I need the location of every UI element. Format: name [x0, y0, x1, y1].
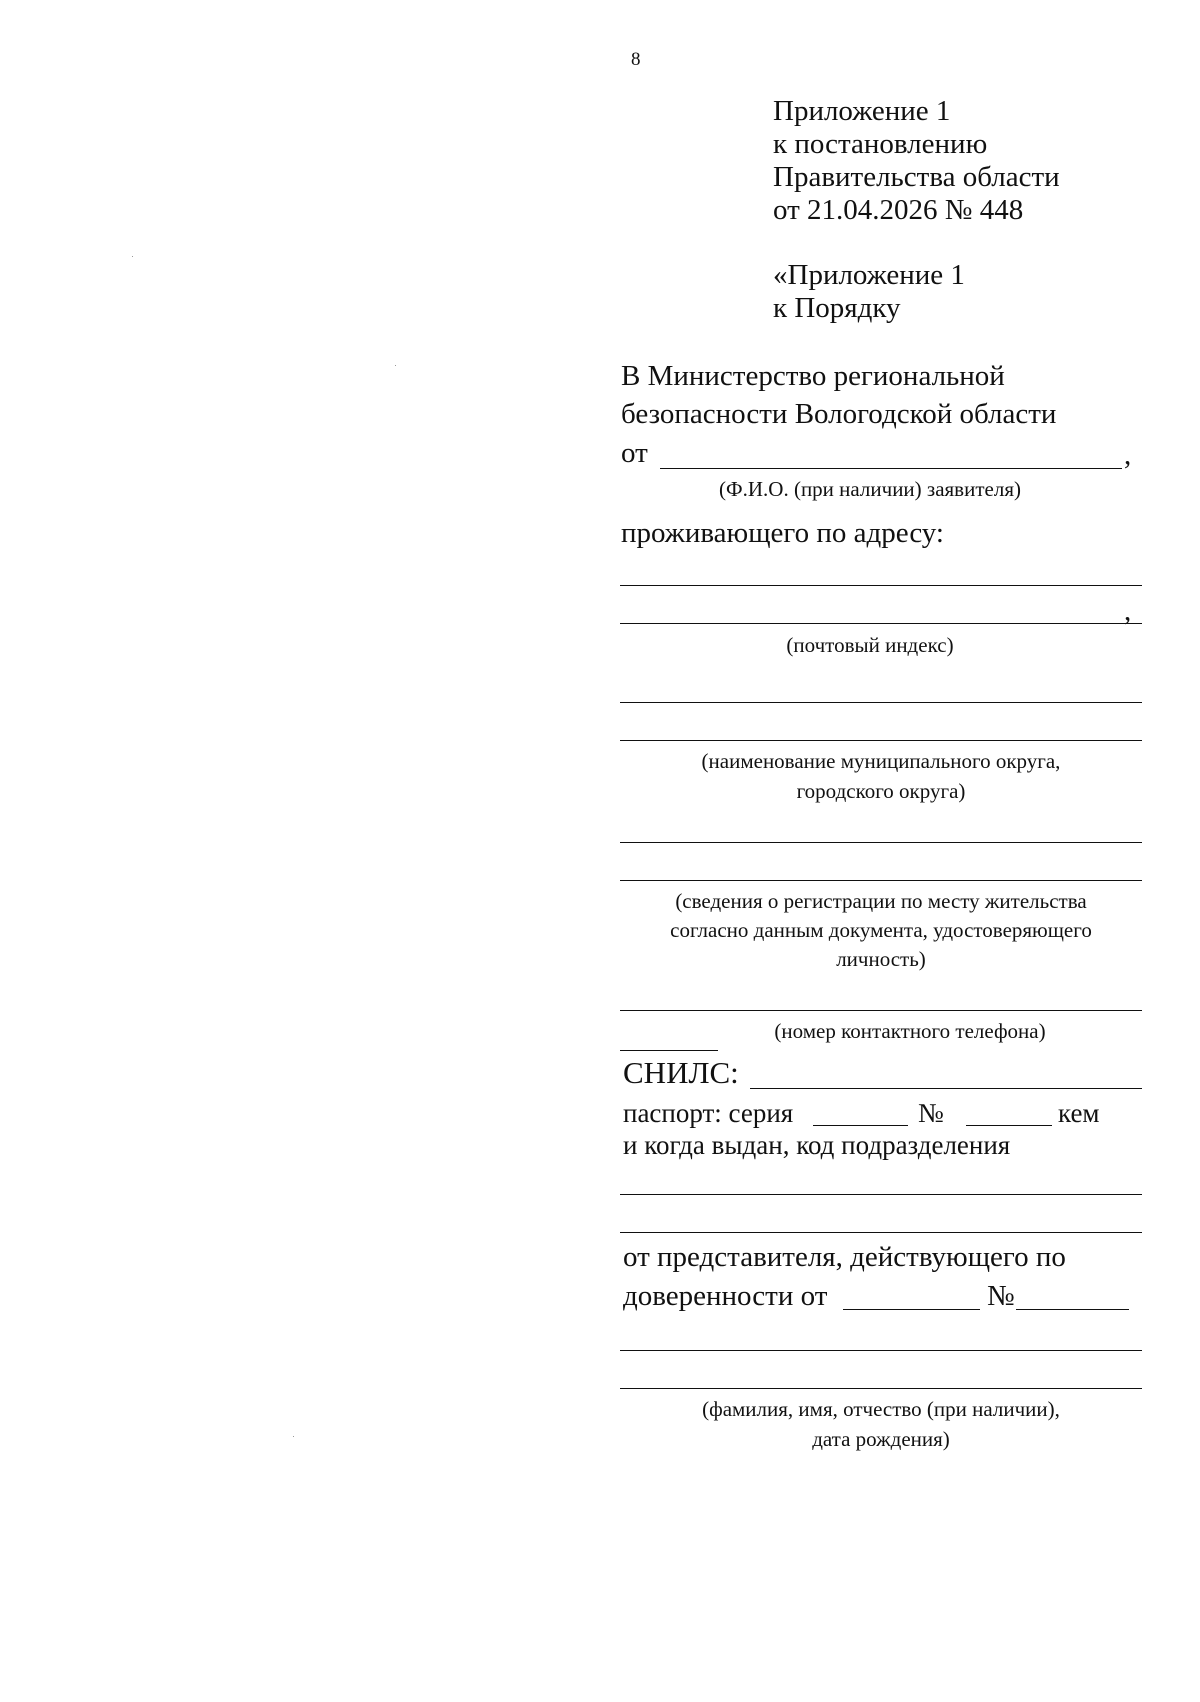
municipality-caption: городского округа) [796, 779, 966, 803]
appendix-line: к постановлению [773, 128, 988, 160]
passport-issued-field-line[interactable] [620, 1194, 1142, 1195]
passport-series-label: паспорт: серия [623, 1098, 794, 1128]
phone-field[interactable] [620, 1010, 1142, 1011]
poa-number-field[interactable] [1016, 1309, 1129, 1310]
residing-label: проживающего по адресу: [621, 517, 944, 549]
municipality-field-line[interactable] [620, 740, 1142, 741]
municipality-field-line[interactable] [620, 702, 1142, 703]
addressee-line: В Министерство региональной [621, 360, 1005, 392]
snils-label: СНИЛС: [623, 1055, 739, 1090]
appendix-line: от 21.04.2026 № 448 [773, 194, 1024, 226]
passport-number-field[interactable] [966, 1125, 1052, 1126]
representative-caption: дата рождения) [812, 1427, 950, 1451]
address-field-line[interactable] [620, 585, 1142, 586]
phone-divider [620, 1050, 718, 1051]
comma: , [1124, 595, 1132, 627]
registration-field-line[interactable] [620, 880, 1142, 881]
snils-field[interactable] [750, 1088, 1142, 1089]
page-number: 8 [631, 49, 641, 70]
appendix-line: Правительства области [773, 161, 1060, 193]
phone-caption: (номер контактного телефона) [774, 1019, 1046, 1043]
passport-number-label: № [918, 1098, 944, 1128]
postal-caption: (почтовый индекс) [786, 633, 954, 657]
from-label: от [621, 437, 648, 469]
passport-series-field[interactable] [813, 1125, 908, 1126]
scan-speck [293, 1436, 294, 1437]
representative-label: от представителя, действующего по [623, 1241, 1066, 1273]
poa-date-field[interactable] [843, 1309, 980, 1310]
postal-index-field[interactable] [620, 623, 1142, 624]
appendix-line: Приложение 1 [773, 95, 951, 127]
registration-caption: согласно данным документа, удостоверяющего [670, 918, 1092, 942]
registration-caption: (сведения о регистрации по месту жительства [675, 889, 1087, 913]
order-appendix-line: «Приложение 1 [773, 259, 965, 291]
order-appendix-line: к Порядку [773, 292, 901, 324]
scan-speck [395, 365, 396, 366]
passport-issued-field-line[interactable] [620, 1232, 1142, 1233]
power-of-attorney-label: доверенности от [623, 1280, 828, 1312]
representative-caption: (фамилия, имя, отчество (при наличии), [702, 1397, 1060, 1421]
scan-speck [132, 256, 133, 257]
fio-caption: (Ф.И.О. (при наличии) заявителя) [719, 477, 1021, 501]
poa-number-label: № [987, 1280, 1015, 1312]
applicant-name-field[interactable] [660, 468, 1122, 469]
registration-field-line[interactable] [620, 842, 1142, 843]
addressee-line: безопасности Вологодской области [621, 398, 1057, 430]
municipality-caption: (наименование муниципального округа, [701, 749, 1061, 773]
passport-issued-by-label: кем [1058, 1098, 1100, 1128]
registration-caption: личность) [836, 947, 926, 971]
comma: , [1124, 439, 1132, 471]
representative-field-line[interactable] [620, 1388, 1142, 1389]
passport-issued-label: и когда выдан, код подразделения [623, 1130, 1011, 1160]
representative-field-line[interactable] [620, 1350, 1142, 1351]
